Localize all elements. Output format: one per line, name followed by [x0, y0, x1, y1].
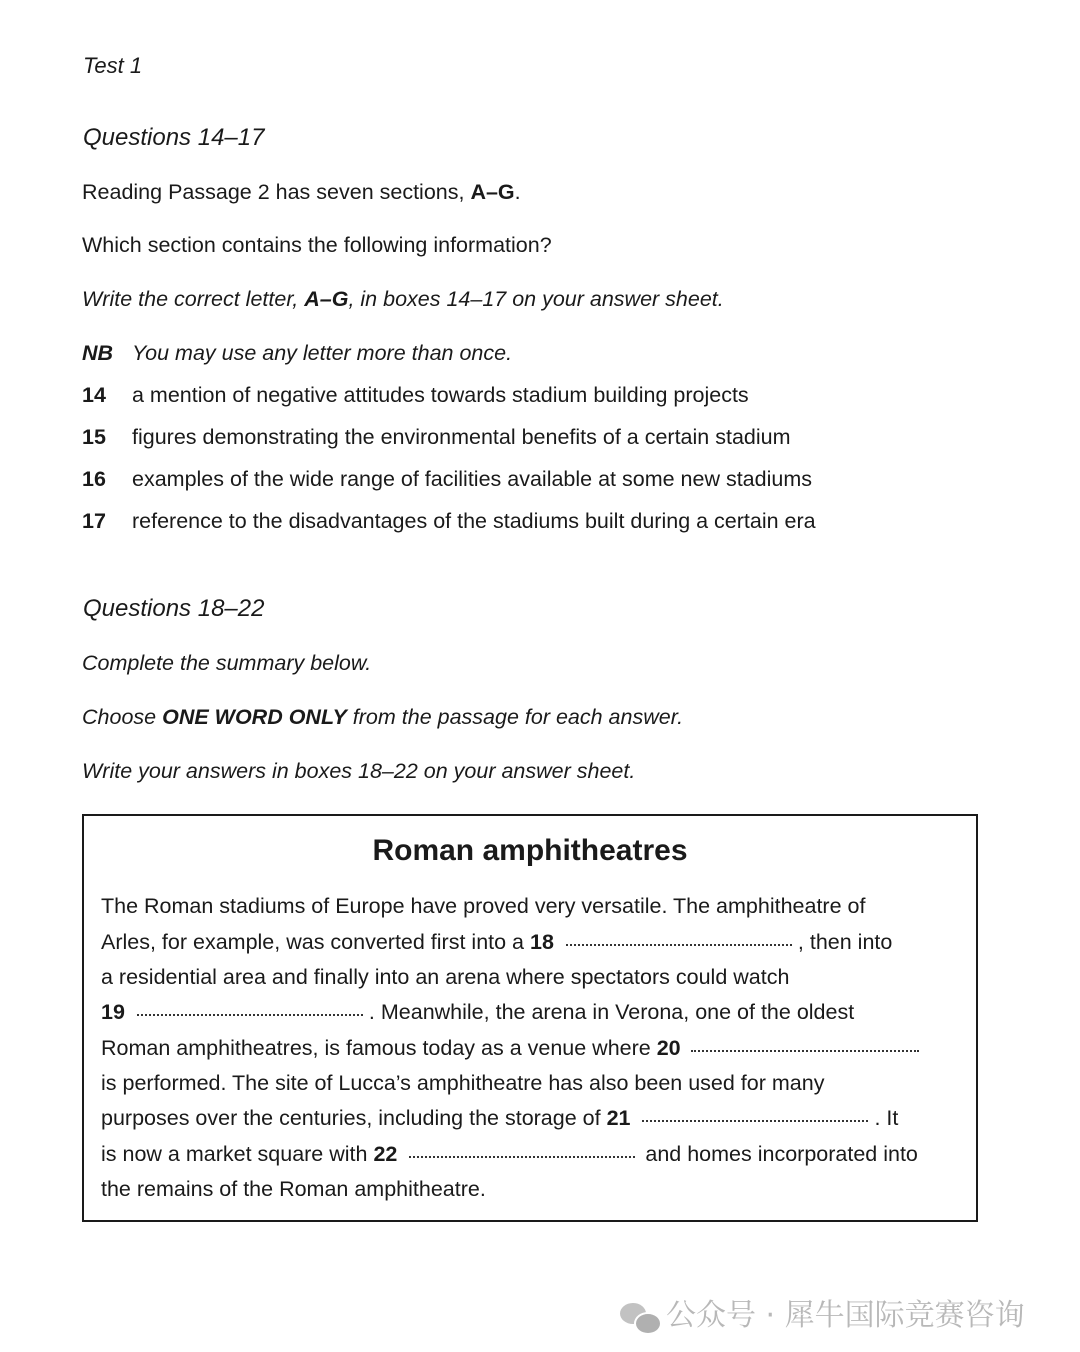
summary-line-6: is performed. The site of Lucca’s amphitheatre has also been used for many: [101, 1071, 825, 1095]
answer-gap-20[interactable]: [691, 1050, 919, 1052]
gap-number-20: 20: [656, 1036, 681, 1060]
question-prompt: Which section contains the following information?: [82, 233, 552, 257]
watermark: [620, 1290, 1025, 1334]
question-item-14: 14 a mention of negative attitudes towards stadium building projects: [82, 383, 749, 407]
page-header: Test 1: [83, 53, 143, 78]
summary-line-1: The Roman stadiums of Europe have proved very versatile. The amphitheatre of: [101, 894, 866, 918]
watermark-text: 公众号 · 犀牛国际竞赛咨询: [666, 1298, 1025, 1333]
question-item-15: 15 figures demonstrating the environmental benefits of a certain stadium: [82, 425, 791, 449]
summary-instruction: Complete the summary below.: [82, 651, 372, 675]
answer-gap-19[interactable]: [137, 1014, 363, 1016]
summary-line-2: Arles, for example, was converted first into a 18 , then into: [101, 930, 893, 954]
gap-number-19: 19: [101, 1000, 125, 1024]
wechat-icon: [620, 1301, 660, 1333]
answer-instruction: Write the correct letter, A–G, in boxes 14–17 on your answer sheet.: [82, 287, 724, 311]
summary-box: [82, 814, 978, 1222]
section-intro: Reading Passage 2 has seven sections, A–G.: [82, 180, 521, 204]
answer-boxes-instruction: Write your answers in boxes 18–22 on your answer sheet.: [82, 759, 636, 783]
gap-number-22: 22: [373, 1142, 398, 1166]
questions-14-17-heading: Questions 14–17: [83, 124, 265, 151]
answer-gap-18[interactable]: [566, 944, 792, 946]
summary-line-9: the remains of the Roman amphitheatre.: [101, 1177, 486, 1201]
answer-gap-21[interactable]: [642, 1120, 868, 1122]
answer-gap-22[interactable]: [409, 1156, 635, 1158]
summary-line-4: 19 . Meanwhile, the arena in Verona, one of the oldest: [101, 1000, 855, 1024]
question-item-16: 16 examples of the wide range of facilities available at some new stadiums: [82, 467, 812, 491]
question-item-17: 17 reference to the disadvantages of the stadiums built during a certain era: [82, 509, 816, 533]
summary-line-7: purposes over the centuries, including the storage of 21 . It: [101, 1106, 899, 1130]
gap-number-18: 18: [529, 930, 554, 954]
word-limit-instruction: Choose ONE WORD ONLY from the passage for each answer.: [82, 705, 684, 729]
gap-number-21: 21: [606, 1106, 631, 1130]
questions-18-22-heading: Questions 18–22: [83, 595, 265, 622]
summary-title: Roman amphitheatres: [372, 834, 688, 867]
summary-line-5: Roman amphitheatres, is famous today as a venue where 20: [101, 1036, 925, 1061]
nb-note: NB You may use any letter more than once.: [82, 341, 513, 365]
summary-line-3: a residential area and finally into an arena where spectators could watch: [101, 965, 790, 989]
summary-line-8: is now a market square with 22 and homes incorporated into: [101, 1142, 918, 1166]
